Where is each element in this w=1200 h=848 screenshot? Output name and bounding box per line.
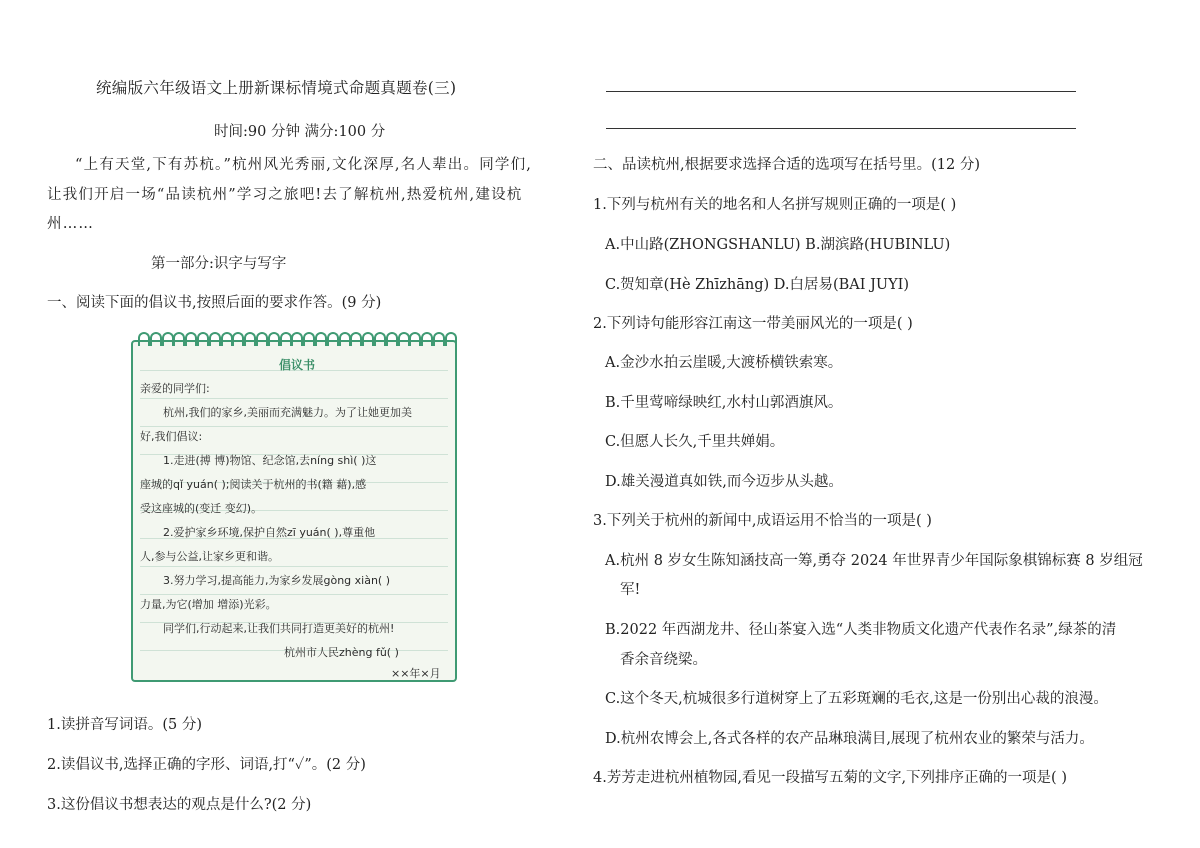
proposal-line: 人,参与公益,让家乡更和谐。 xyxy=(140,550,279,563)
ring-icon xyxy=(386,332,398,346)
q2-3-stem: 3.下列关于杭州的新闻中,成语运用不恰当的一项是( ) xyxy=(593,513,932,529)
ring-icon xyxy=(433,332,445,346)
ring-icon xyxy=(280,332,292,346)
proposal-date: ××年×月 xyxy=(391,667,441,680)
ring-icon xyxy=(339,332,351,346)
intro-line-3: 州…… xyxy=(47,216,95,232)
proposal-line: 好,我们倡议: xyxy=(140,430,203,443)
question-1-2: 2.读倡议书,选择正确的字形、词语,打“✓”。(2 分) xyxy=(47,757,366,773)
ring-icon xyxy=(173,332,185,346)
ring-icon xyxy=(150,332,162,346)
intro-line-1: “上有天堂,下有苏杭。”杭州风光秀丽,文化深厚,名人辈出。同学们, xyxy=(75,157,533,173)
q2-3-option-c: C.这个冬天,杭城很多行道树穿上了五彩斑斓的毛衣,这是一份别出心裁的浪漫。 xyxy=(605,691,1108,707)
proposal-line: 2.爱护家乡环境,保护自然zī yuán( ),尊重他 xyxy=(163,526,376,539)
section1-heading: 一、阅读下面的倡议书,按照后面的要求作答。(9 分) xyxy=(47,295,382,311)
question-1-3: 3.这份倡议书想表达的观点是什么?(2 分) xyxy=(47,797,312,813)
ring-icon xyxy=(185,332,197,346)
question-1-1: 1.读拼音写词语。(5 分) xyxy=(47,717,202,733)
answer-line xyxy=(606,91,1076,92)
ring-icon xyxy=(256,332,268,346)
ring-icon xyxy=(303,332,315,346)
proposal-line: 1.走进(搏 博)物馆、纪念馆,去níng shì( )这 xyxy=(163,454,377,467)
ring-icon xyxy=(138,332,150,346)
proposal-line: 座城的qǐ yuán( );阅读关于杭州的书(籍 藉),感 xyxy=(140,478,367,491)
ring-icon xyxy=(350,332,362,346)
q2-2-option-d: D.雄关漫道真如铁,而今迈步从头越。 xyxy=(605,474,843,490)
ring-icon xyxy=(291,332,303,346)
proposal-title: 倡议书 xyxy=(279,358,316,372)
ring-icon xyxy=(221,332,233,346)
section2-heading: 二、品读杭州,根据要求选择合适的选项写在括号里。(12 分) xyxy=(593,157,980,173)
exam-title: 统编版六年级语文上册新课标情境式命题真题卷(三) xyxy=(96,79,457,97)
part1-heading: 第一部分:识字与写字 xyxy=(151,256,287,272)
q2-3-option-b-cont: 香余音绕梁。 xyxy=(620,652,707,668)
ring-icon xyxy=(197,332,209,346)
q2-2-option-b: B.千里莺啼绿映红,水村山郭酒旗风。 xyxy=(605,395,843,411)
answer-line xyxy=(606,128,1076,129)
q2-3-option-b: B.2022 年西湖龙井、径山茶宴入选“人类非物质文化遗产代表作名录”,绿茶的清 xyxy=(605,622,1117,638)
q2-2-option-c: C.但愿人长久,千里共婵娟。 xyxy=(605,434,785,450)
ring-icon xyxy=(398,332,410,346)
ring-icon xyxy=(232,332,244,346)
proposal-line: 3.努力学习,提高能力,为家乡发展gòng xiàn( ) xyxy=(163,574,391,587)
ring-icon xyxy=(268,332,280,346)
ring-icon xyxy=(362,332,374,346)
notebook-rings xyxy=(138,332,456,352)
ring-icon xyxy=(209,332,221,346)
q2-4-stem: 4.芳芳走进杭州植物园,看见一段描写五菊的文字,下列排序正确的一项是( ) xyxy=(593,770,1067,786)
q2-1-stem: 1.下列与杭州有关的地名和人名拼写规则正确的一项是( ) xyxy=(593,197,957,213)
ring-icon xyxy=(315,332,327,346)
q2-1-options-row2: C.贺知章(Hè Zhīzhāng) D.白居易(BAI JUYI) xyxy=(605,277,910,293)
ring-icon xyxy=(327,332,339,346)
ring-icon xyxy=(445,332,457,346)
proposal-line: 亲爱的同学们: xyxy=(140,382,210,395)
intro-line-2: 让我们开启一场“品读杭州”学习之旅吧!去了解杭州,热爱杭州,建设杭 xyxy=(47,187,523,203)
ring-icon xyxy=(421,332,433,346)
proposal-line: 同学们,行动起来,让我们共同打造更美好的杭州! xyxy=(163,622,395,635)
proposal-line: 受这座城的(变迁 变幻)。 xyxy=(140,502,263,515)
q2-2-option-a: A.金沙水拍云崖暖,大渡桥横铁索寒。 xyxy=(605,355,843,371)
ring-icon xyxy=(244,332,256,346)
proposal-signature: 杭州市人民zhèng fǔ( ) xyxy=(284,646,399,659)
q2-1-options-row1: A.中山路(ZHONGSHANLU) B.湖滨路(HUBINLU) xyxy=(605,237,951,253)
ring-icon xyxy=(374,332,386,346)
q2-3-option-a-cont: 军! xyxy=(620,582,641,598)
exam-meta: 时间:90 分钟 满分:100 分 xyxy=(214,124,386,140)
q2-3-option-a: A.杭州 8 岁女生陈知涵技高一筹,勇夺 2024 年世界青少年国际象棋锦标赛 8 岁组冠 xyxy=(605,553,1143,569)
q2-3-option-d: D.杭州农博会上,各式各样的农产品琳琅满目,展现了杭州农业的繁荣与活力。 xyxy=(605,731,1094,747)
proposal-line: 杭州,我们的家乡,美丽而充满魅力。为了让她更加美 xyxy=(163,406,412,419)
proposal-line: 力量,为它(增加 增添)光彩。 xyxy=(140,598,277,611)
ring-icon xyxy=(162,332,174,346)
q2-2-stem: 2.下列诗句能形容江南这一带美丽风光的一项是( ) xyxy=(593,316,913,332)
ring-icon xyxy=(409,332,421,346)
